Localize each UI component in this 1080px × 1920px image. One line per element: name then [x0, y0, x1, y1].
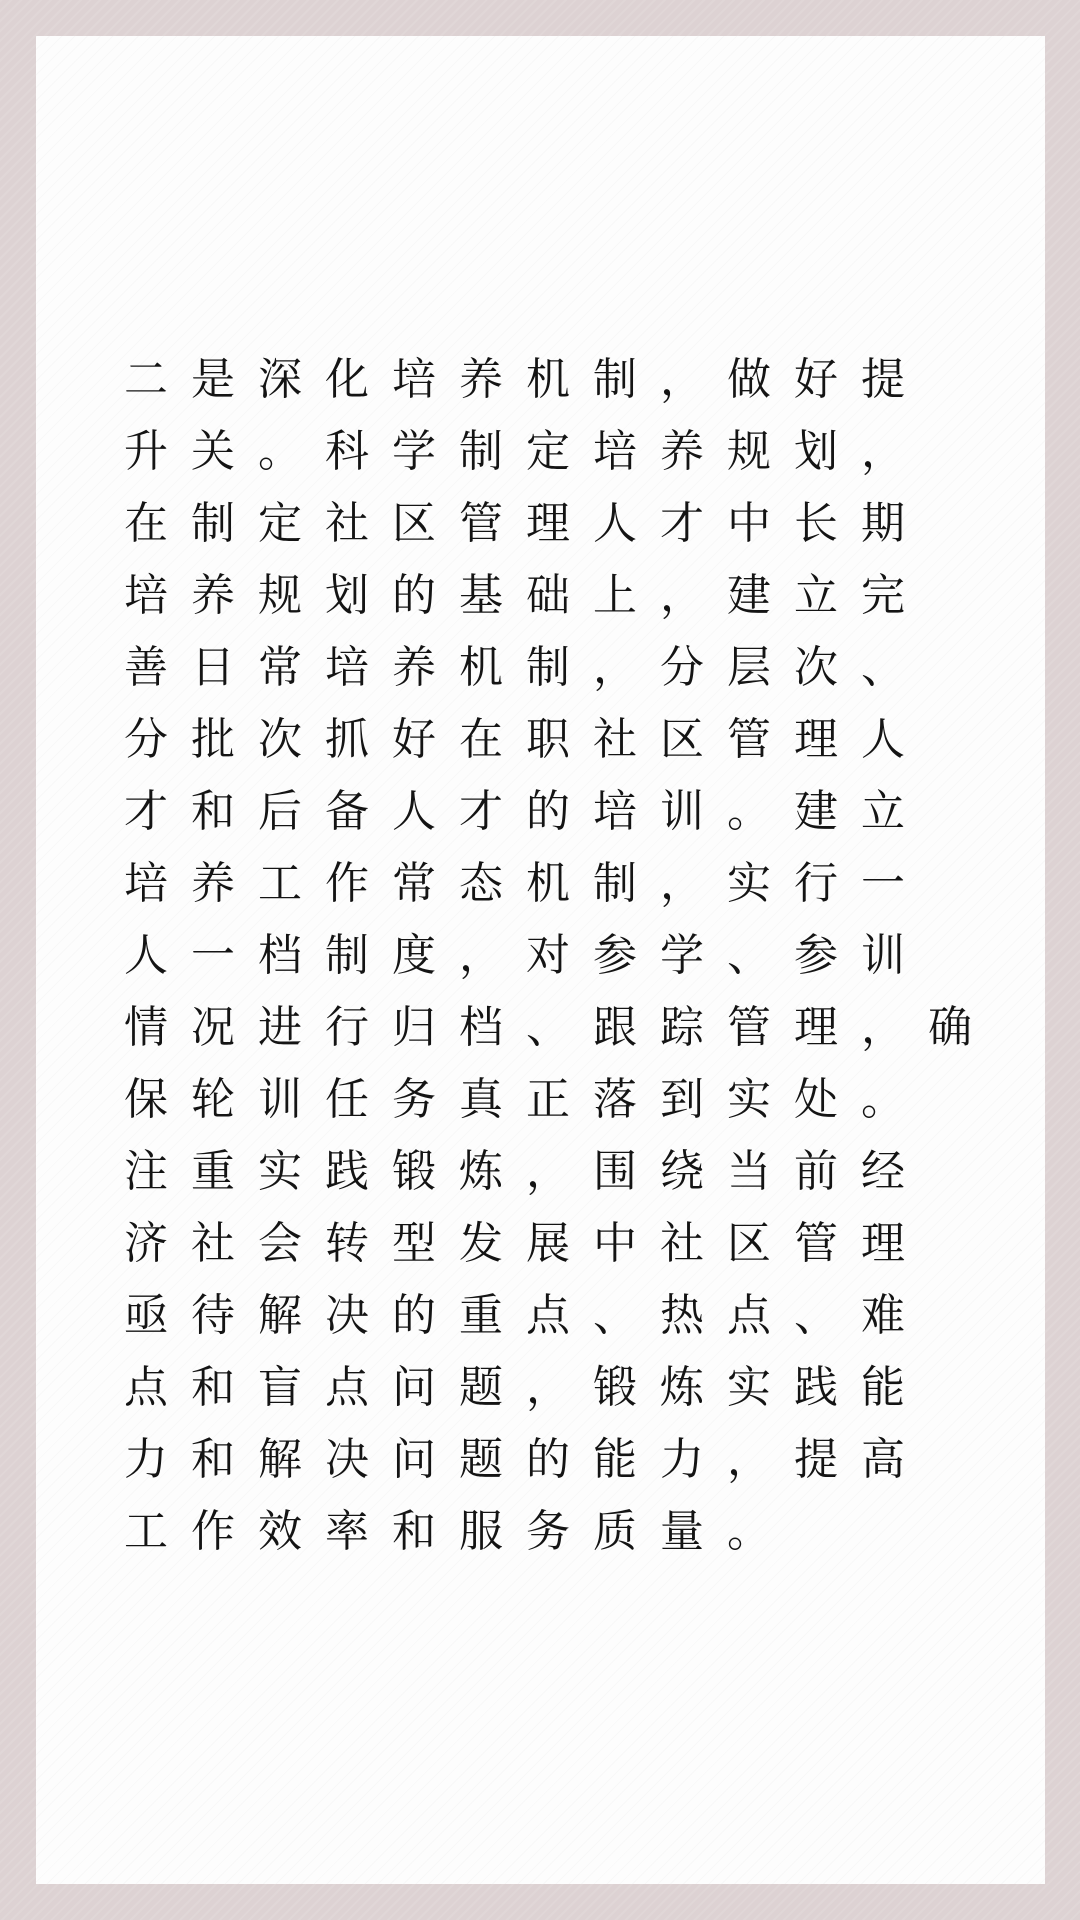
paper-sheet: [36, 36, 1045, 1884]
text-line: 点和盲点问题，锻炼实践能: [124, 1362, 928, 1413]
text-line: 力和解决问题的能力，提高: [124, 1434, 928, 1485]
text-line: 工作效率和服务质量。: [124, 1506, 794, 1557]
text-line: 亟待解决的重点、热点、难: [124, 1290, 928, 1341]
text-line: 善日常培养机制，分层次、: [124, 642, 928, 693]
text-line: 人一档制度，对参学、参训: [124, 930, 928, 981]
text-line: 济社会转型发展中社区管理: [124, 1218, 928, 1269]
text-line: 分批次抓好在职社区管理人: [124, 714, 928, 765]
text-line: 情况进行归档、跟踪管理，确: [124, 1002, 995, 1053]
text-line: 培养工作常态机制，实行一: [124, 858, 928, 909]
text-line: 保轮训任务真正落到实处。: [124, 1074, 928, 1125]
text-line: 在制定社区管理人才中长期: [124, 498, 928, 549]
text-line: 二是深化培养机制，做好提: [124, 354, 928, 405]
handwritten-paragraph: [124, 344, 1004, 1568]
text-line: 培养规划的基础上，建立完: [124, 570, 928, 621]
text-line: 注重实践锻炼，围绕当前经: [124, 1146, 928, 1197]
text-line: 才和后备人才的培训。建立: [124, 786, 928, 837]
text-line: 升关。科学制定培养规划，: [124, 426, 928, 477]
